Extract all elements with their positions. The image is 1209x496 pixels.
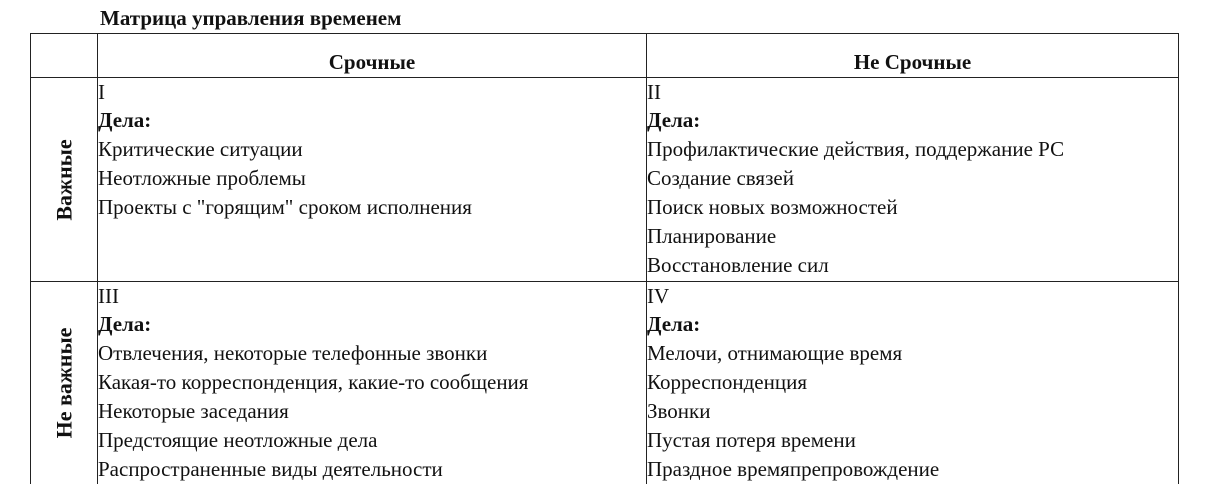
- quadrant-2-list: [647, 135, 1178, 280]
- quadrant-2: [647, 78, 1179, 282]
- list-item: Пустая потеря времени: [647, 428, 856, 452]
- list-item: Звонки: [647, 399, 711, 423]
- list-item: Какая-то корреспонденция, какие-то сообщения: [98, 370, 529, 394]
- quadrant-1-numeral: I: [98, 80, 105, 104]
- quadrant-3-numeral: III: [98, 284, 119, 308]
- list-item: Восстановление сил: [647, 253, 829, 277]
- quadrant-4-list: [647, 339, 1178, 484]
- column-header-urgent-label: Срочные: [328, 50, 416, 74]
- quadrant-4: [647, 282, 1179, 485]
- quadrant-3-list: [98, 339, 646, 484]
- list-item: Праздное времяпрепровождение: [647, 457, 940, 481]
- list-item: Мелочи, отнимающие время: [647, 341, 903, 365]
- list-item: Корреспонденция: [647, 370, 807, 394]
- row-header-not-important-label: Не важные: [51, 327, 77, 439]
- column-header-not-urgent: [647, 34, 1179, 78]
- corner-cell: [31, 34, 98, 78]
- list-item: Поиск новых возможностей: [647, 195, 898, 219]
- quadrant-4-numeral: IV: [647, 284, 670, 308]
- row-header-important: [31, 78, 98, 282]
- quadrant-3-heading: Дела:: [98, 312, 152, 336]
- list-item: Некоторые заседания: [98, 399, 289, 423]
- list-item: Отвлечения, некоторые телефонные звонки: [98, 341, 488, 365]
- quadrant-1-heading: Дела:: [98, 108, 152, 132]
- matrix-row-important: [31, 78, 1179, 282]
- time-management-matrix: [30, 33, 1179, 484]
- quadrant-3: [98, 282, 647, 485]
- row-header-important-label: Важные: [51, 138, 77, 221]
- matrix-row-not-important: [31, 282, 1179, 485]
- quadrant-2-numeral: II: [647, 80, 661, 104]
- row-header-not-important: [31, 282, 98, 485]
- list-item: Неотложные проблемы: [98, 166, 306, 190]
- column-header-not-urgent-label: Не Срочные: [853, 50, 972, 74]
- quadrant-1: [98, 78, 647, 282]
- quadrant-1-list: [98, 135, 646, 222]
- list-item: Создание связей: [647, 166, 794, 190]
- document-title: Матрица управления временем: [100, 6, 402, 30]
- list-item: Профилактические действия, поддержание РС: [647, 137, 1065, 161]
- list-item: Предстоящие неотложные дела: [98, 428, 378, 452]
- list-item: Критические ситуации: [98, 137, 303, 161]
- list-item: Планирование: [647, 224, 777, 248]
- quadrant-4-heading: Дела:: [647, 312, 701, 336]
- quadrant-2-heading: Дела:: [647, 108, 701, 132]
- list-item: Распространенные виды деятельности: [98, 457, 443, 481]
- column-header-urgent: [98, 34, 647, 78]
- list-item: Проекты с "горящим" сроком исполнения: [98, 195, 472, 219]
- matrix-header-row: [31, 34, 1179, 78]
